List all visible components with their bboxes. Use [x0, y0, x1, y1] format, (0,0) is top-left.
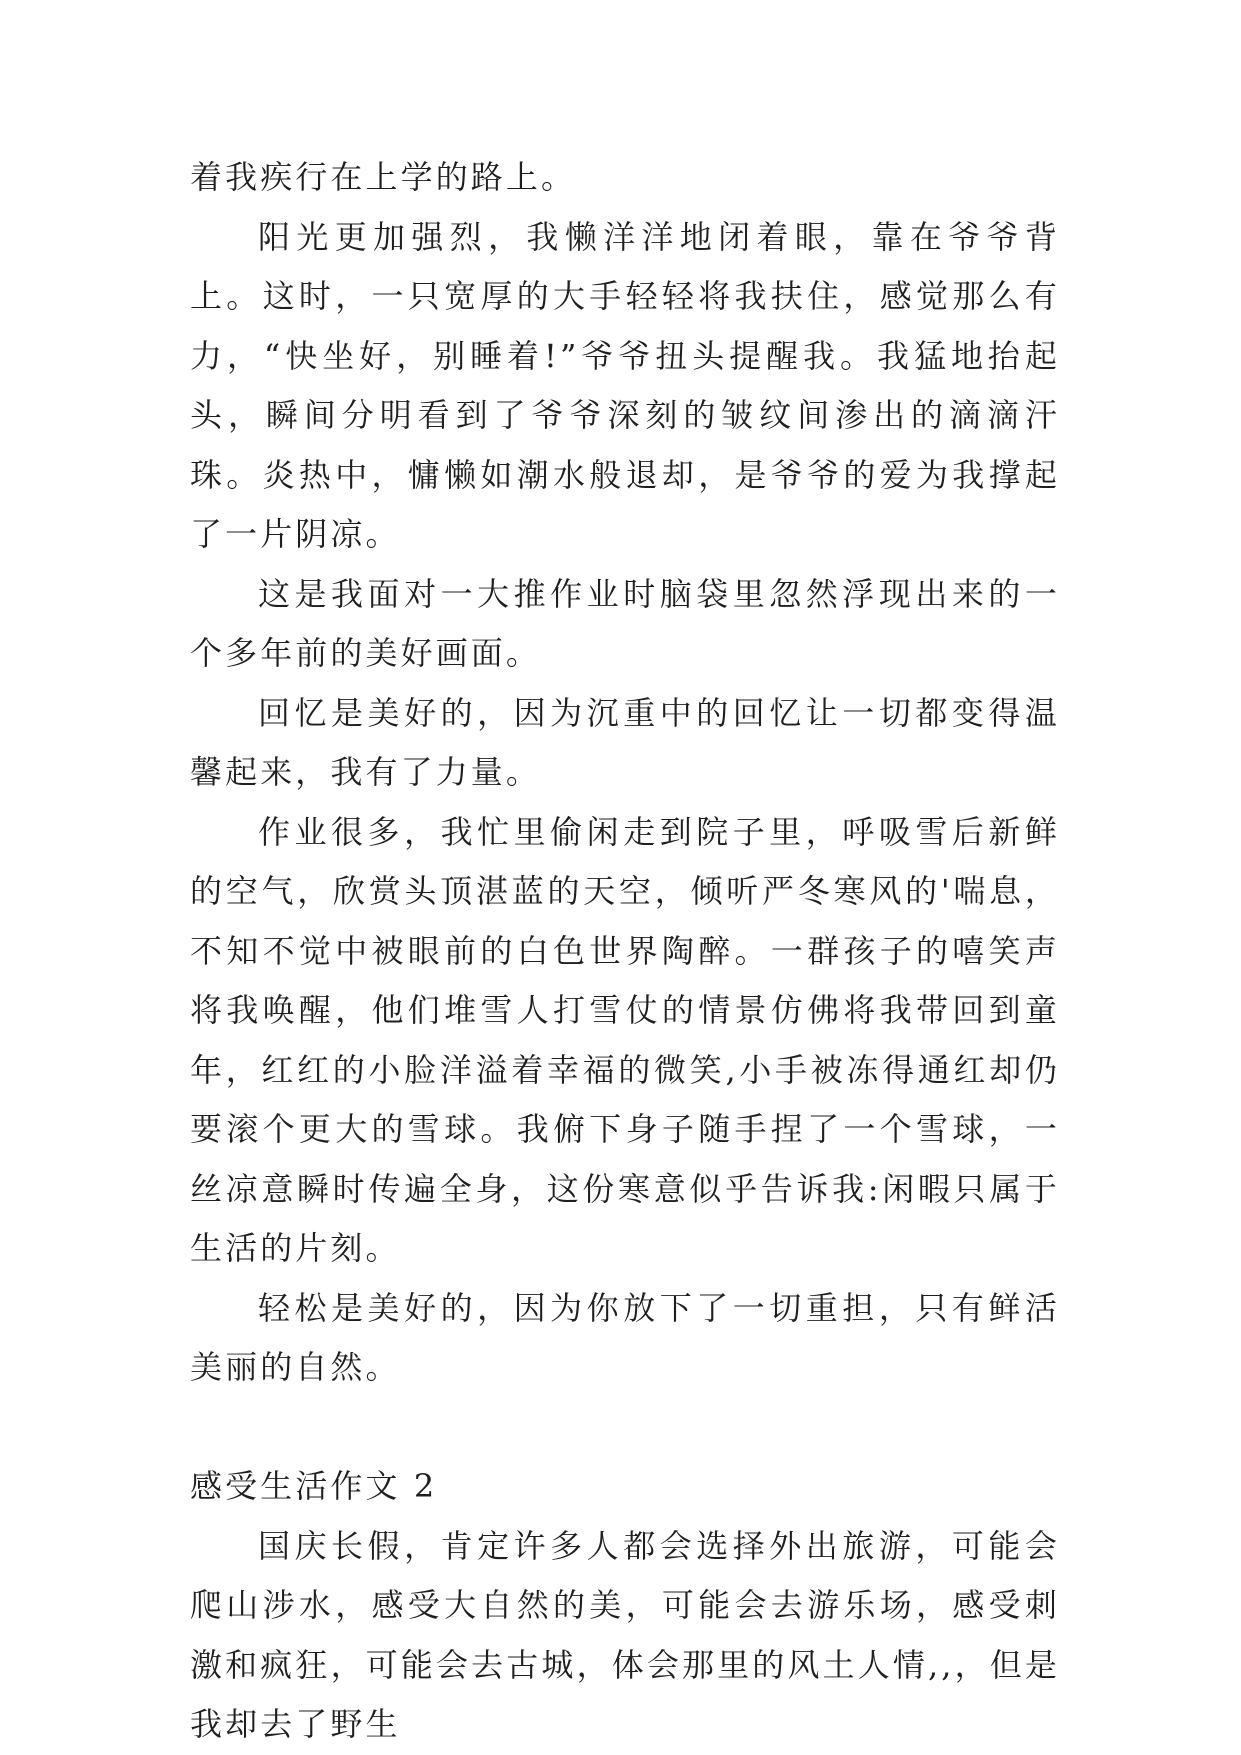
paragraph: 国庆长假，肯定许多人都会选择外出旅游，可能会爬山涉水，感受大自然的美，可能会去游乐场，感受刺激和疯狂，可能会去古城，体会那里的风土人情,,，但是我却去了野生	[190, 1526, 1060, 1743]
paragraph-continuation: 着我疾行在上学的路上。	[190, 158, 577, 196]
paragraph: 轻松是美好的，因为你放下了一切重担，只有鲜活美丽的自然。	[190, 1288, 1060, 1386]
paragraph: 阳光更加强烈，我懒洋洋地闭着眼，靠在爷爷背上。这时，一只宽厚的大手轻轻将我扶住，感觉那么有力，“快坐好，别睡着!”爷爷扭头提醒我。我猛地抬起头，瞬间分明看到了爷爷深刻的皱纹间渗出的滴滴汗珠。炎热中，慵懒如潮水般退却，是爷爷的爱为我撑起了一片阴凉。	[190, 217, 1060, 553]
section-heading: 感受生活作文 2	[190, 1467, 438, 1505]
document-body	[190, 148, 1060, 1755]
paragraph: 回忆是美好的，因为沉重中的回忆让一切都变得温馨起来，我有了力量。	[190, 693, 1060, 791]
paragraph: 这是我面对一大推作业时脑袋里忽然浮现出来的一个多年前的美好画面。	[190, 574, 1060, 672]
paragraph: 作业很多，我忙里偷闲走到院子里，呼吸雪后新鲜的空气，欣赏头顶湛蓝的天空，倾听严冬寒风的'喘息，不知不觉中被眼前的白色世界陶醉。一群孩子的嘻笑声将我唤醒，他们堆雪人打雪仗的情景仿佛将我带回到童年，红红的小脸洋溢着幸福的微笑,小手被冻得通红却仍要滚个更大的雪球。我俯下身子随手捏了一个雪球，一丝凉意瞬时传遍全身，这份寒意似乎告诉我:闲暇只属于生活的片刻。	[190, 812, 1060, 1267]
blank-line	[190, 1398, 1060, 1458]
